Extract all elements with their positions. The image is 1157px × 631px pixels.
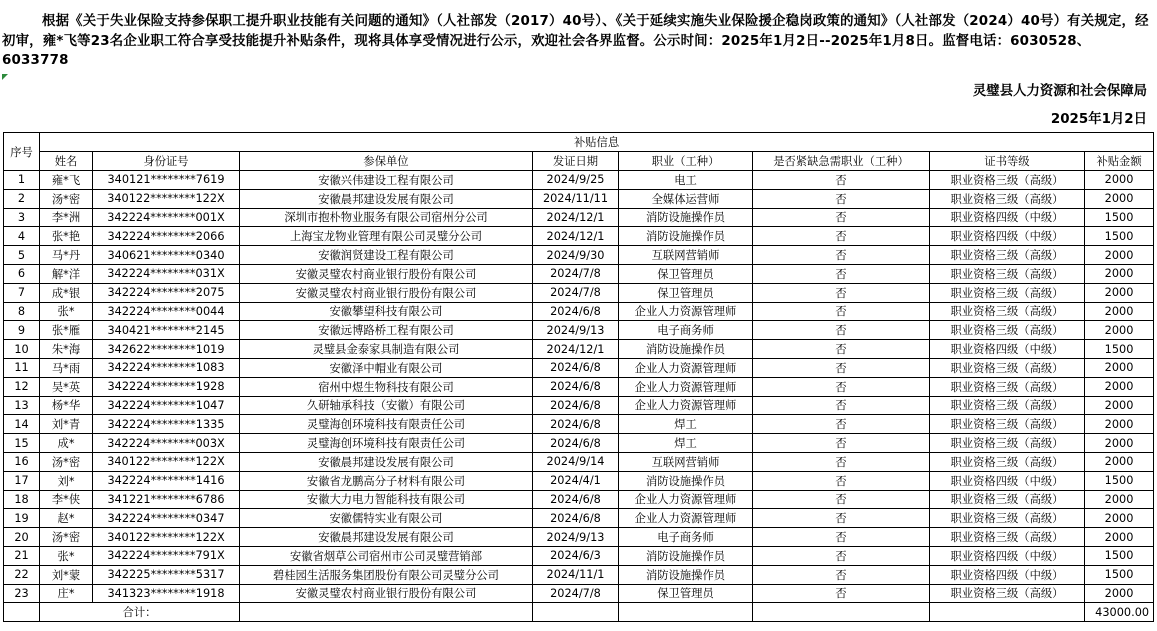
certificate-level-cell: 职业资格三级（高级） <box>930 415 1085 434</box>
total-value: 43000.00 <box>1085 603 1154 622</box>
issue-date-cell: 2024/6/8 <box>533 415 619 434</box>
shortage-flag-cell: 否 <box>753 171 930 190</box>
certificate-level-cell: 职业资格三级（高级） <box>930 509 1085 528</box>
id-number-cell: 340621********0340 <box>93 246 240 265</box>
issue-date-cell: 2024/4/1 <box>533 471 619 490</box>
name-cell: 成* <box>40 434 93 453</box>
amount-cell: 2000 <box>1085 509 1154 528</box>
certificate-level-cell: 职业资格三级（高级） <box>930 246 1085 265</box>
shortage-flag-cell: 否 <box>753 396 930 415</box>
header-group: 补贴信息 <box>40 133 1154 152</box>
certificate-level-cell: 职业资格三级（高级） <box>930 264 1085 283</box>
issue-date-cell: 2024/9/13 <box>533 528 619 547</box>
occupation-cell: 企业人力资源管理师 <box>619 396 753 415</box>
employer-cell: 灵璧海创环境科技有限责任公司 <box>240 434 533 453</box>
table-row <box>4 471 1154 490</box>
seq-cell: 20 <box>4 528 40 547</box>
column-header: 发证日期 <box>533 152 619 171</box>
certificate-level-cell: 职业资格三级（高级） <box>930 434 1085 453</box>
issue-date-cell: 2024/12/1 <box>533 340 619 359</box>
employer-cell: 安徽晨邦建设发展有限公司 <box>240 528 533 547</box>
amount-cell: 2000 <box>1085 490 1154 509</box>
issue-date-cell: 2024/7/8 <box>533 264 619 283</box>
seq-cell: 22 <box>4 565 40 584</box>
employer-cell: 安徽大力电力智能科技有限公司 <box>240 490 533 509</box>
table-row <box>4 528 1154 547</box>
occupation-cell: 电子商务师 <box>619 321 753 340</box>
occupation-cell: 消防设施操作员 <box>619 208 753 227</box>
certificate-level-cell: 职业资格三级（高级） <box>930 283 1085 302</box>
id-number-cell: 342224********1928 <box>93 377 240 396</box>
shortage-flag-cell: 否 <box>753 264 930 283</box>
shortage-flag-cell: 否 <box>753 471 930 490</box>
certificate-level-cell: 职业资格三级（高级） <box>930 302 1085 321</box>
certificate-level-cell: 职业资格三级（高级） <box>930 528 1085 547</box>
id-number-cell: 342225********5317 <box>93 565 240 584</box>
occupation-cell: 保卫管理员 <box>619 283 753 302</box>
shortage-flag-cell: 否 <box>753 208 930 227</box>
occupation-cell: 消防设施操作员 <box>619 340 753 359</box>
shortage-flag-cell: 否 <box>753 340 930 359</box>
id-number-cell: 340421********2145 <box>93 321 240 340</box>
notice-text: 根据《关于失业保险支持参保职工提升职业技能有关问题的通知》（人社部发（2017）40号）、《关于延续实施失业保险援企稳岗政策的通知》（人社部发（2024）40号）有关规定，经初审，雍*飞等23名企业职工符合享受技能提升补贴条件，现将具体享受情况进行公示，欢迎社会各界监督。公示时间：2025年1月2日--2025年1月8日。监督电话：6030528、6033778 <box>2 14 1149 68</box>
occupation-cell: 消防设施操作员 <box>619 471 753 490</box>
column-header: 是否紧缺急需职业（工种） <box>753 152 930 171</box>
id-number-cell: 342224********031X <box>93 264 240 283</box>
employer-cell: 安徽远博路桥工程有限公司 <box>240 321 533 340</box>
seq-cell: 13 <box>4 396 40 415</box>
employer-cell: 安徽灵璧农村商业银行股份有限公司 <box>240 264 533 283</box>
name-cell: 刘* <box>40 471 93 490</box>
occupation-cell: 电工 <box>619 171 753 190</box>
id-number-cell: 342224********1335 <box>93 415 240 434</box>
id-number-cell: 342224********0044 <box>93 302 240 321</box>
id-number-cell: 342224********1047 <box>93 396 240 415</box>
employer-cell: 上海宝龙物业管理有限公司灵璧分公司 <box>240 227 533 246</box>
shortage-flag-cell: 否 <box>753 584 930 603</box>
id-number-cell: 342224********2066 <box>93 227 240 246</box>
employer-cell: 久研轴承科技（安徽）有限公司 <box>240 396 533 415</box>
id-number-cell: 342224********791X <box>93 546 240 565</box>
employer-cell: 碧桂园生活服务集团股份有限公司灵璧分公司 <box>240 565 533 584</box>
issue-date-cell: 2024/12/1 <box>533 227 619 246</box>
table-row <box>4 490 1154 509</box>
amount-cell: 2000 <box>1085 415 1154 434</box>
issue-date-cell: 2024/9/30 <box>533 246 619 265</box>
seq-cell: 10 <box>4 340 40 359</box>
amount-cell: 2000 <box>1085 264 1154 283</box>
seq-cell: 15 <box>4 434 40 453</box>
seq-cell: 12 <box>4 377 40 396</box>
name-cell: 李*洲 <box>40 208 93 227</box>
issue-date-cell: 2024/12/1 <box>533 208 619 227</box>
table-row <box>4 227 1154 246</box>
seq-cell: 1 <box>4 171 40 190</box>
table-row <box>4 415 1154 434</box>
id-number-cell: 342224********0347 <box>93 509 240 528</box>
seq-cell: 4 <box>4 227 40 246</box>
id-number-cell: 340122********122X <box>93 528 240 547</box>
employer-cell: 安徽省龙鹏高分子材料有限公司 <box>240 471 533 490</box>
occupation-cell: 企业人力资源管理师 <box>619 377 753 396</box>
employer-cell: 安徽兴伟建设工程有限公司 <box>240 171 533 190</box>
seq-cell: 19 <box>4 509 40 528</box>
certificate-level-cell: 职业资格三级（高级） <box>930 452 1085 471</box>
issue-date-cell: 2024/6/3 <box>533 546 619 565</box>
name-cell: 刘*青 <box>40 415 93 434</box>
column-header-row <box>4 152 1154 171</box>
employer-cell: 安徽润贤建设工程有限公司 <box>240 246 533 265</box>
issue-date-cell: 2024/6/8 <box>533 434 619 453</box>
name-cell: 解*洋 <box>40 264 93 283</box>
certificate-level-cell: 职业资格四级（中级） <box>930 208 1085 227</box>
occupation-cell: 企业人力资源管理师 <box>619 509 753 528</box>
id-number-cell: 342224********1083 <box>93 358 240 377</box>
seq-cell: 17 <box>4 471 40 490</box>
issue-date-cell: 2024/6/8 <box>533 509 619 528</box>
issue-date-cell: 2024/6/8 <box>533 302 619 321</box>
header-seq: 序号 <box>4 133 40 171</box>
issue-date-cell: 2024/6/8 <box>533 377 619 396</box>
issue-date: 2025年1月2日 <box>1050 112 1147 127</box>
employer-cell: 安徽灵璧农村商业银行股份有限公司 <box>240 283 533 302</box>
id-number-cell: 340122********122X <box>93 452 240 471</box>
seq-cell: 2 <box>4 189 40 208</box>
employer-cell: 安徽晨邦建设发展有限公司 <box>240 452 533 471</box>
table-row <box>4 208 1154 227</box>
id-number-cell: 342224********2075 <box>93 283 240 302</box>
table-row <box>4 546 1154 565</box>
certificate-level-cell: 职业资格三级（高级） <box>930 584 1085 603</box>
table-row <box>4 358 1154 377</box>
occupation-cell: 消防设施操作员 <box>619 565 753 584</box>
name-cell: 吴*英 <box>40 377 93 396</box>
occupation-cell: 保卫管理员 <box>619 264 753 283</box>
total-blank <box>4 603 40 622</box>
employer-cell: 宿州中煜生物科技有限公司 <box>240 377 533 396</box>
issue-date-cell: 2024/7/8 <box>533 283 619 302</box>
seq-cell: 23 <box>4 584 40 603</box>
table-row <box>4 189 1154 208</box>
name-cell: 李*侠 <box>40 490 93 509</box>
table-row <box>4 171 1154 190</box>
amount-cell: 2000 <box>1085 434 1154 453</box>
shortage-flag-cell: 否 <box>753 358 930 377</box>
total-row <box>4 603 1154 622</box>
seq-cell: 6 <box>4 264 40 283</box>
certificate-level-cell: 职业资格三级（高级） <box>930 396 1085 415</box>
issue-date-cell: 2024/9/14 <box>533 452 619 471</box>
table-row <box>4 246 1154 265</box>
shortage-flag-cell: 否 <box>753 565 930 584</box>
employer-cell: 安徽灵璧农村商业银行股份有限公司 <box>240 584 533 603</box>
name-cell: 张* <box>40 546 93 565</box>
amount-cell: 1500 <box>1085 565 1154 584</box>
certificate-level-cell: 职业资格四级（中级） <box>930 546 1085 565</box>
table-row <box>4 321 1154 340</box>
occupation-cell: 企业人力资源管理师 <box>619 358 753 377</box>
name-cell: 张*艳 <box>40 227 93 246</box>
table-row <box>4 340 1154 359</box>
id-number-cell: 342224********1416 <box>93 471 240 490</box>
occupation-cell: 电子商务师 <box>619 528 753 547</box>
employer-cell: 灵璧海创环境科技有限责任公司 <box>240 415 533 434</box>
occupation-cell: 互联网营销师 <box>619 246 753 265</box>
shortage-flag-cell: 否 <box>753 528 930 547</box>
name-cell: 杨*华 <box>40 396 93 415</box>
column-header: 补贴金额 <box>1085 152 1154 171</box>
name-cell: 庄* <box>40 584 93 603</box>
certificate-level-cell: 职业资格三级（高级） <box>930 171 1085 190</box>
shortage-flag-cell: 否 <box>753 377 930 396</box>
column-header: 证书等级 <box>930 152 1085 171</box>
shortage-flag-cell: 否 <box>753 246 930 265</box>
amount-cell: 2000 <box>1085 396 1154 415</box>
name-cell: 刘*蒙 <box>40 565 93 584</box>
name-cell: 汤*密 <box>40 189 93 208</box>
amount-cell: 1500 <box>1085 546 1154 565</box>
employer-cell: 安徽攀望科技有限公司 <box>240 302 533 321</box>
table-row <box>4 584 1154 603</box>
seq-cell: 18 <box>4 490 40 509</box>
name-cell: 朱*海 <box>40 340 93 359</box>
issue-date-cell: 2024/11/11 <box>533 189 619 208</box>
amount-cell: 2000 <box>1085 321 1154 340</box>
amount-cell: 2000 <box>1085 283 1154 302</box>
seq-cell: 14 <box>4 415 40 434</box>
issue-date-cell: 2024/9/25 <box>533 171 619 190</box>
column-header: 参保单位 <box>240 152 533 171</box>
id-number-cell: 340121********7619 <box>93 171 240 190</box>
occupation-cell: 企业人力资源管理师 <box>619 302 753 321</box>
shortage-flag-cell: 否 <box>753 189 930 208</box>
column-header: 姓名 <box>40 152 93 171</box>
id-number-cell: 342224********003X <box>93 434 240 453</box>
amount-cell: 1500 <box>1085 471 1154 490</box>
seq-cell: 3 <box>4 208 40 227</box>
issue-date-cell: 2024/11/1 <box>533 565 619 584</box>
certificate-level-cell: 职业资格三级（高级） <box>930 358 1085 377</box>
occupation-cell: 保卫管理员 <box>619 584 753 603</box>
table-row <box>4 452 1154 471</box>
shortage-flag-cell: 否 <box>753 434 930 453</box>
amount-cell: 1500 <box>1085 227 1154 246</box>
seq-cell: 11 <box>4 358 40 377</box>
seq-cell: 9 <box>4 321 40 340</box>
table-row <box>4 565 1154 584</box>
shortage-flag-cell: 否 <box>753 452 930 471</box>
name-cell: 汤*密 <box>40 452 93 471</box>
seq-cell: 7 <box>4 283 40 302</box>
shortage-flag-cell: 否 <box>753 283 930 302</box>
table-row <box>4 283 1154 302</box>
issue-date-cell: 2024/6/8 <box>533 490 619 509</box>
id-number-cell: 342224********001X <box>93 208 240 227</box>
amount-cell: 2000 <box>1085 528 1154 547</box>
shortage-flag-cell: 否 <box>753 302 930 321</box>
occupation-cell: 消防设施操作员 <box>619 227 753 246</box>
amount-cell: 1500 <box>1085 340 1154 359</box>
shortage-flag-cell: 否 <box>753 321 930 340</box>
name-cell: 汤*密 <box>40 528 93 547</box>
table-body <box>4 171 1154 603</box>
employer-cell: 安徽省烟草公司宿州市公司灵璧营销部 <box>240 546 533 565</box>
shortage-flag-cell: 否 <box>753 415 930 434</box>
occupation-cell: 互联网营销师 <box>619 452 753 471</box>
occupation-cell: 焊工 <box>619 415 753 434</box>
table-row <box>4 396 1154 415</box>
issue-date-cell: 2024/9/13 <box>533 321 619 340</box>
column-header: 职业（工种） <box>619 152 753 171</box>
issue-date-cell: 2024/7/8 <box>533 584 619 603</box>
id-number-cell: 341221********6786 <box>93 490 240 509</box>
issue-date-cell: 2024/6/8 <box>533 358 619 377</box>
amount-cell: 2000 <box>1085 584 1154 603</box>
table-row <box>4 377 1154 396</box>
certificate-level-cell: 职业资格三级（高级） <box>930 189 1085 208</box>
id-number-cell: 340122********122X <box>93 189 240 208</box>
certificate-level-cell: 职业资格四级（中级） <box>930 227 1085 246</box>
subsidy-table <box>3 132 1154 622</box>
amount-cell: 2000 <box>1085 452 1154 471</box>
certificate-level-cell: 职业资格四级（中级） <box>930 565 1085 584</box>
amount-cell: 2000 <box>1085 171 1154 190</box>
amount-cell: 2000 <box>1085 302 1154 321</box>
occupation-cell: 消防设施操作员 <box>619 546 753 565</box>
employer-cell: 安徽晨邦建设发展有限公司 <box>240 189 533 208</box>
table-row <box>4 302 1154 321</box>
seq-cell: 5 <box>4 246 40 265</box>
name-cell: 成*银 <box>40 283 93 302</box>
employer-cell: 深圳市抱朴物业服务有限公司宿州分公司 <box>240 208 533 227</box>
id-number-cell: 341323********1918 <box>93 584 240 603</box>
id-number-cell: 342622********1019 <box>93 340 240 359</box>
employer-cell: 安徽儒特实业有限公司 <box>240 509 533 528</box>
table-row <box>4 509 1154 528</box>
issue-date-cell: 2024/6/8 <box>533 396 619 415</box>
employer-cell: 安徽泽中帽业有限公司 <box>240 358 533 377</box>
certificate-level-cell: 职业资格四级（中级） <box>930 471 1085 490</box>
table-row <box>4 264 1154 283</box>
name-cell: 张*雁 <box>40 321 93 340</box>
certificate-level-cell: 职业资格四级（中级） <box>930 340 1085 359</box>
seq-cell: 16 <box>4 452 40 471</box>
name-cell: 张* <box>40 302 93 321</box>
occupation-cell: 全媒体运营师 <box>619 189 753 208</box>
occupation-cell: 企业人力资源管理师 <box>619 490 753 509</box>
amount-cell: 2000 <box>1085 246 1154 265</box>
shortage-flag-cell: 否 <box>753 227 930 246</box>
amount-cell: 2000 <box>1085 377 1154 396</box>
issuing-organization: 灵璧县人力资源和社会保障局 <box>972 84 1147 99</box>
table-row <box>4 434 1154 453</box>
certificate-level-cell: 职业资格三级（高级） <box>930 490 1085 509</box>
name-cell: 马*丹 <box>40 246 93 265</box>
amount-cell: 1500 <box>1085 208 1154 227</box>
shortage-flag-cell: 否 <box>753 490 930 509</box>
seq-cell: 8 <box>4 302 40 321</box>
cell-comment-marker <box>2 74 8 80</box>
shortage-flag-cell: 否 <box>753 509 930 528</box>
occupation-cell: 焊工 <box>619 434 753 453</box>
certificate-level-cell: 职业资格三级（高级） <box>930 377 1085 396</box>
amount-cell: 2000 <box>1085 189 1154 208</box>
name-cell: 赵* <box>40 509 93 528</box>
name-cell: 雍*飞 <box>40 171 93 190</box>
seq-cell: 21 <box>4 546 40 565</box>
total-label: 合计： <box>40 603 240 622</box>
employer-cell: 灵璧县金泰家具制造有限公司 <box>240 340 533 359</box>
certificate-level-cell: 职业资格三级（高级） <box>930 321 1085 340</box>
amount-cell: 2000 <box>1085 358 1154 377</box>
name-cell: 马*雨 <box>40 358 93 377</box>
column-header: 身份证号 <box>93 152 240 171</box>
shortage-flag-cell: 否 <box>753 546 930 565</box>
